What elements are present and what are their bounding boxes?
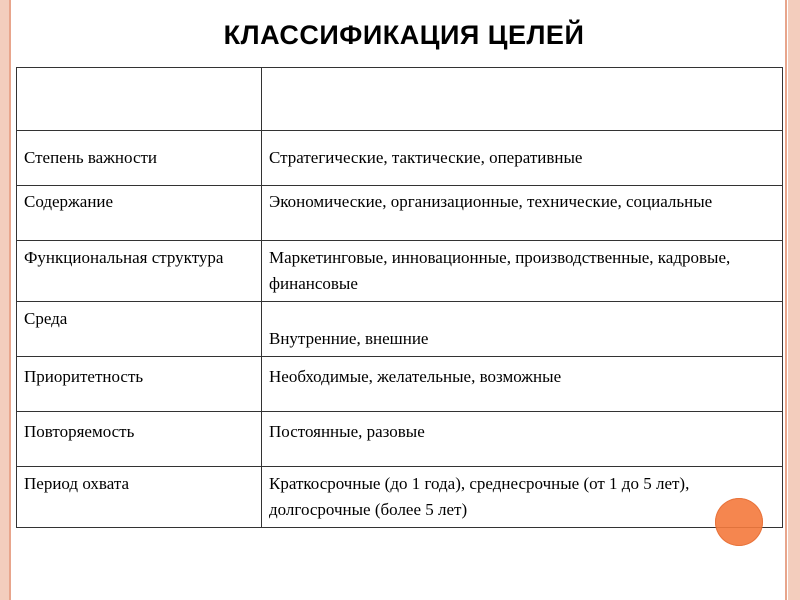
category-cell: Приоритетность [17, 357, 262, 412]
table-row [17, 131, 783, 186]
table-row [17, 241, 783, 302]
table-row [17, 412, 783, 467]
table-row [17, 357, 783, 412]
table-header-row [17, 68, 783, 131]
table-row [17, 302, 783, 357]
category-cell: Содержание [17, 186, 262, 241]
values-cell: Необходимые, желательные, возможные [262, 357, 783, 412]
table-row [17, 467, 783, 528]
values-cell: Маркетинговые, инновационные, производственные, кадровые, финансовые [262, 241, 783, 302]
orange-circle-marker [715, 498, 763, 546]
header-cell-values [262, 68, 783, 131]
category-cell: Функциональная структура [17, 241, 262, 302]
values-cell: Стратегические, тактические, оперативные [262, 131, 783, 186]
values-cell: Краткосрочные (до 1 года), среднесрочные (от 1 до 5 лет), долгосрочные (более 5 лет) [262, 467, 783, 528]
values-cell: Внутренние, внешние [262, 302, 783, 357]
right-decorative-border [788, 0, 800, 600]
left-decorative-border [0, 0, 9, 600]
category-cell: Степень важности [17, 131, 262, 186]
values-cell: Постоянные, разовые [262, 412, 783, 467]
values-cell: Экономические, организационные, технические, социальные [262, 186, 783, 241]
page-title: КЛАССИФИКАЦИЯ ЦЕЛЕЙ [223, 20, 585, 50]
category-cell: Повторяемость [17, 412, 262, 467]
category-cell: Период охвата [17, 467, 262, 528]
classification-table [16, 67, 783, 528]
category-cell: Среда [17, 302, 262, 357]
header-cell-category [17, 68, 262, 131]
table-row [17, 186, 783, 241]
